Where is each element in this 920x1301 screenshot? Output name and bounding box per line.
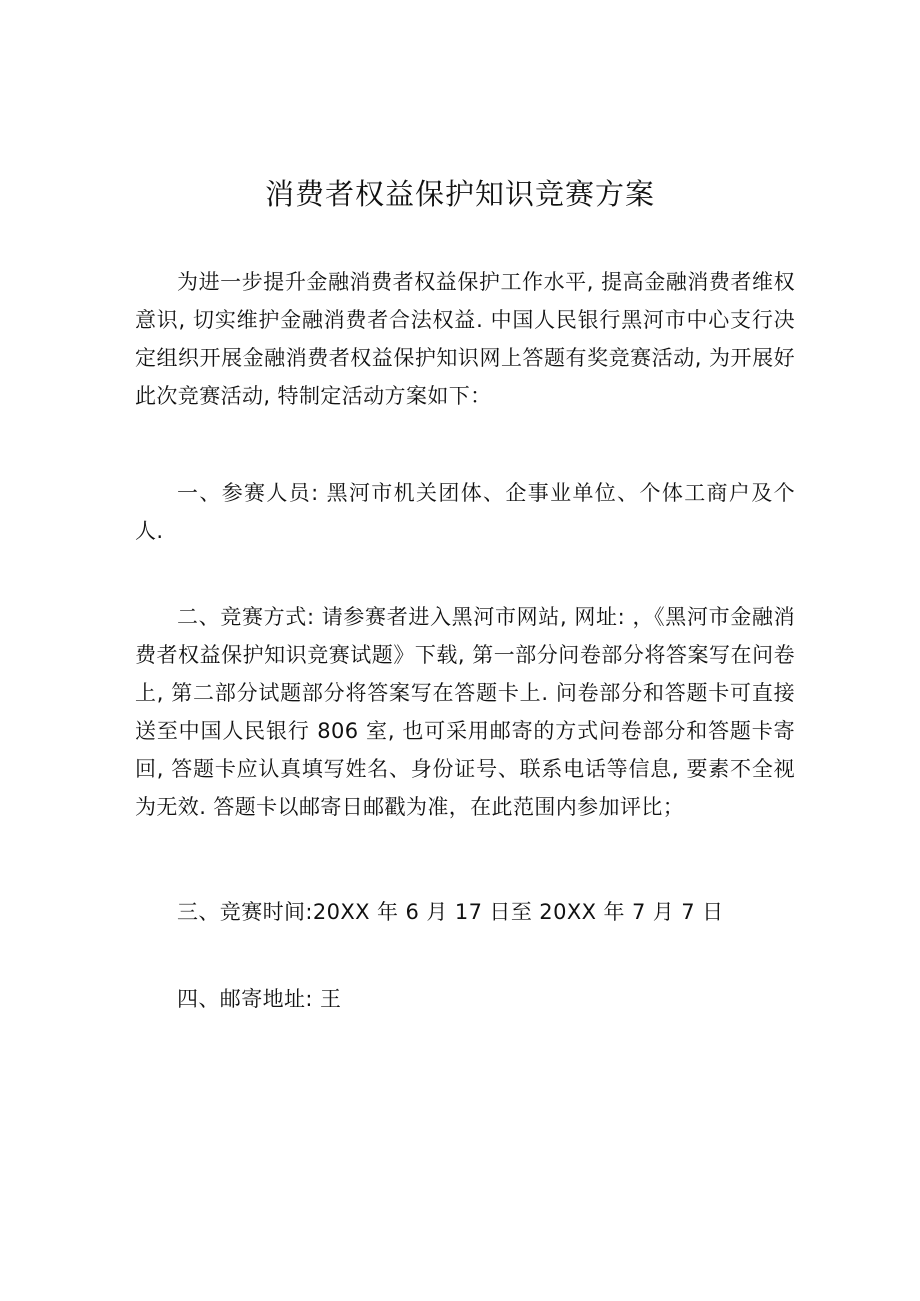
section-mailing-address: 四、邮寄地址: 王 (177, 987, 342, 1011)
intro-paragraph: 为进一步提升金融消费者权益保护工作水平, 提高金融消费者维权意识, 切实维护金融消费者合法权益. 中国人民银行黑河市中心支行决定组织开展金融消费者权益保护知识网上答题有奖竞赛活动, 为开展好此次竞赛活动, 特制定活动方案如下： (135, 270, 795, 408)
section-competition-method: 二、竞赛方式: 请参赛者进入黑河市网站, 网址: ，《黑河市金融消费者权益保护知识竞赛试题》下载, 第一部分问卷部分将答案写在问卷上, 第二部分试题部分将答案写在答题卡上. 问卷部分和答题卡可直接送至中国人民银行 806 室, 也可采用邮寄的方式问卷部分和答题卡寄回, 答题卡应认真填写姓名、身份证号、联系电话等信息, 要素不全视为无效. 答题卡以邮寄日邮戳为准，在此范围内参加评比； (135, 605, 795, 819)
section-competition-time: 三、竞赛时间:20XX 年 6 月 17 日至 20XX 年 7 月 7 日 (177, 900, 724, 924)
section-participants: 一、参赛人员: 黑河市机关团体、企事业单位、个体工商户及个人. (135, 481, 795, 543)
document-title: 消费者权益保护知识竞赛方案 (264, 177, 655, 211)
